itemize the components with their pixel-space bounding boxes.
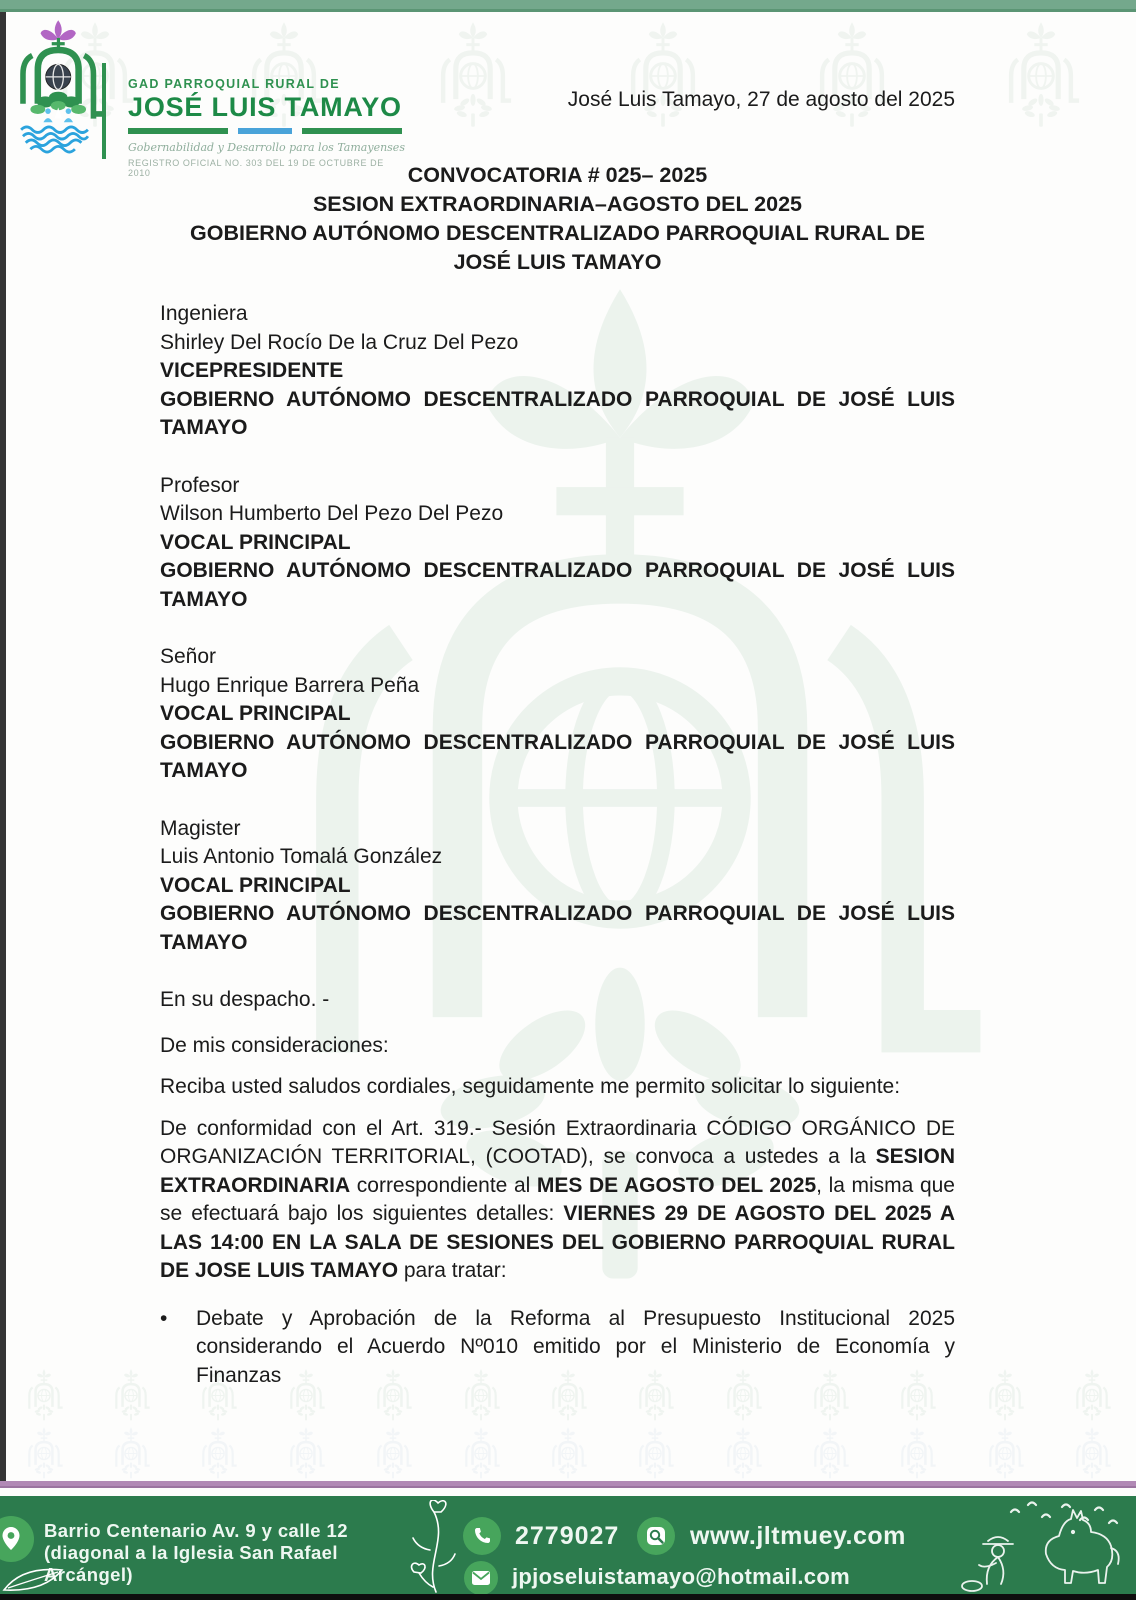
recipient-block bbox=[160, 300, 955, 443]
recipient-block bbox=[160, 643, 955, 786]
greeting-line: Reciba usted saludos cordiales, seguidamente me permito solicitar lo siguiente: bbox=[160, 1075, 901, 1098]
letterhead-text bbox=[128, 77, 408, 178]
agenda-bullet-text: Debate y Aprobación de la Reforma al Presupuesto Institucional 2025 considerando el Acuerdo Nº010 emitido por el Ministerio de Economía y Finanzas bbox=[196, 1306, 955, 1387]
recipient-role: VOCAL PRINCIPAL bbox=[160, 873, 351, 897]
bar-green bbox=[128, 128, 228, 134]
footer-address: Barrio Centenario Av. 9 y calle 12 (diagonal a la Iglesia San Rafael Arcángel) bbox=[44, 1520, 348, 1585]
donkey-farmer-line-art bbox=[836, 1496, 1136, 1594]
recipient-name: Wilson Humberto Del Pezo Del Pezo bbox=[160, 502, 504, 525]
recipient-name: Shirley Del Rocío De la Cruz Del Pezo bbox=[160, 330, 519, 354]
org-tagline: Gobernabilidad y Desarrollo para los Tamayenses bbox=[128, 141, 405, 154]
footer-bar bbox=[0, 1496, 1136, 1594]
logo-divider bbox=[102, 63, 106, 159]
recipient-salutation: Señor bbox=[160, 645, 217, 668]
footer-purple-rule bbox=[0, 1481, 1136, 1488]
main-paragraph: De conformidad con el Art. 319.- Sesión Extraordinaria CÓDIGO ORGÁNICO DE ORGANIZACIÓN TERRITORIAL, (COOTAD), se convoca a ustedes a la SESION EXTRAORDINARIA correspondiente al MES DE AGOSTO DEL 2025, la misma que se efectuará bajo los siguientes detalles: VIERNES 29 DE AGOSTO DEL 2025 A LAS 14:00 EN LA SALA DE SESIONES DEL GOBIERNO PARROQUIAL RURAL DE JOSE LUIS TAMAYO para tratar: bbox=[160, 1116, 955, 1282]
leaf-line-art bbox=[2, 1564, 66, 1594]
footer-phone: 2779027 bbox=[515, 1522, 620, 1550]
recipient-role: VICEPRESIDENTE bbox=[160, 359, 344, 382]
date-line: José Luis Tamayo, 27 de agosto del 2025 bbox=[567, 88, 955, 111]
location-pin-icon bbox=[0, 1516, 34, 1562]
recipient-block bbox=[160, 472, 955, 615]
flower-line-art bbox=[394, 1500, 472, 1594]
agenda-bullet-item bbox=[160, 1305, 955, 1391]
recipient-org: GOBIERNO AUTÓNOMO DESCENTRALIZADO PARROQUIAL DE JOSÉ LUIS TAMAYO bbox=[160, 730, 955, 782]
org-registry-line: REGISTRO OFICIAL NO. 303 DEL 19 DE OCTUBRE DE 2010 bbox=[128, 158, 384, 178]
phone-icon bbox=[463, 1517, 501, 1555]
title-line-3: GOBIERNO AUTÓNOMO DESCENTRALIZADO PARROQUIAL RURAL DE JOSÉ LUIS TAMAYO bbox=[190, 221, 925, 274]
recipient-org: GOBIERNO AUTÓNOMO DESCENTRALIZADO PARROQUIAL DE JOSÉ LUIS TAMAYO bbox=[160, 559, 955, 611]
bar-green bbox=[302, 128, 402, 134]
email-icon bbox=[464, 1561, 498, 1595]
scan-bottom-edge bbox=[0, 1594, 1136, 1600]
parish-crest-logo bbox=[10, 16, 112, 160]
recipient-block bbox=[160, 815, 955, 958]
recipient-salutation: Profesor bbox=[160, 473, 240, 497]
recipient-org: GOBIERNO AUTÓNOMO DESCENTRALIZADO PARROQUIAL DE JOSÉ LUIS TAMAYO bbox=[160, 902, 955, 954]
footer-email: jpjoseluistamayo@hotmail.com bbox=[512, 1564, 850, 1589]
footer-website: www.jltmuey.com bbox=[690, 1522, 906, 1550]
recipient-name: Hugo Enrique Barrera Peña bbox=[160, 673, 420, 697]
watermark-row-bottom-2 bbox=[0, 1426, 1136, 1481]
scan-edge-shadow bbox=[0, 12, 6, 1481]
recipient-role: VOCAL PRINCIPAL bbox=[160, 702, 351, 725]
letter-body bbox=[160, 300, 955, 1390]
recipient-role: VOCAL PRINCIPAL bbox=[160, 530, 351, 554]
document-title bbox=[160, 161, 955, 277]
consideraciones-line: De mis consideraciones: bbox=[160, 1033, 389, 1057]
recipient-salutation: Magister bbox=[160, 816, 241, 840]
title-line-1: CONVOCATORIA # 025– 2025 bbox=[407, 163, 708, 187]
title-line-2: SESION EXTRAORDINARIA–AGOSTO DEL 2025 bbox=[312, 192, 803, 216]
recipient-name: Luis Antonio Tomalá González bbox=[160, 845, 443, 868]
bullet-marker: • bbox=[160, 1306, 168, 1330]
recipient-org: GOBIERNO AUTÓNOMO DESCENTRALIZADO PARROQUIAL DE JOSÉ LUIS TAMAYO bbox=[160, 387, 955, 439]
despacho-line: En su despacho. - bbox=[160, 988, 330, 1011]
org-name-label: JOSÉ LUIS TAMAYO bbox=[128, 92, 402, 122]
org-type-label: GAD PARROQUIAL RURAL DE bbox=[128, 77, 340, 91]
bar-blue bbox=[238, 128, 292, 134]
website-icon bbox=[637, 1517, 675, 1555]
logo-underline-bars bbox=[128, 128, 408, 134]
recipient-salutation: Ingeniera bbox=[160, 302, 248, 325]
top-border-bar bbox=[0, 0, 1136, 12]
